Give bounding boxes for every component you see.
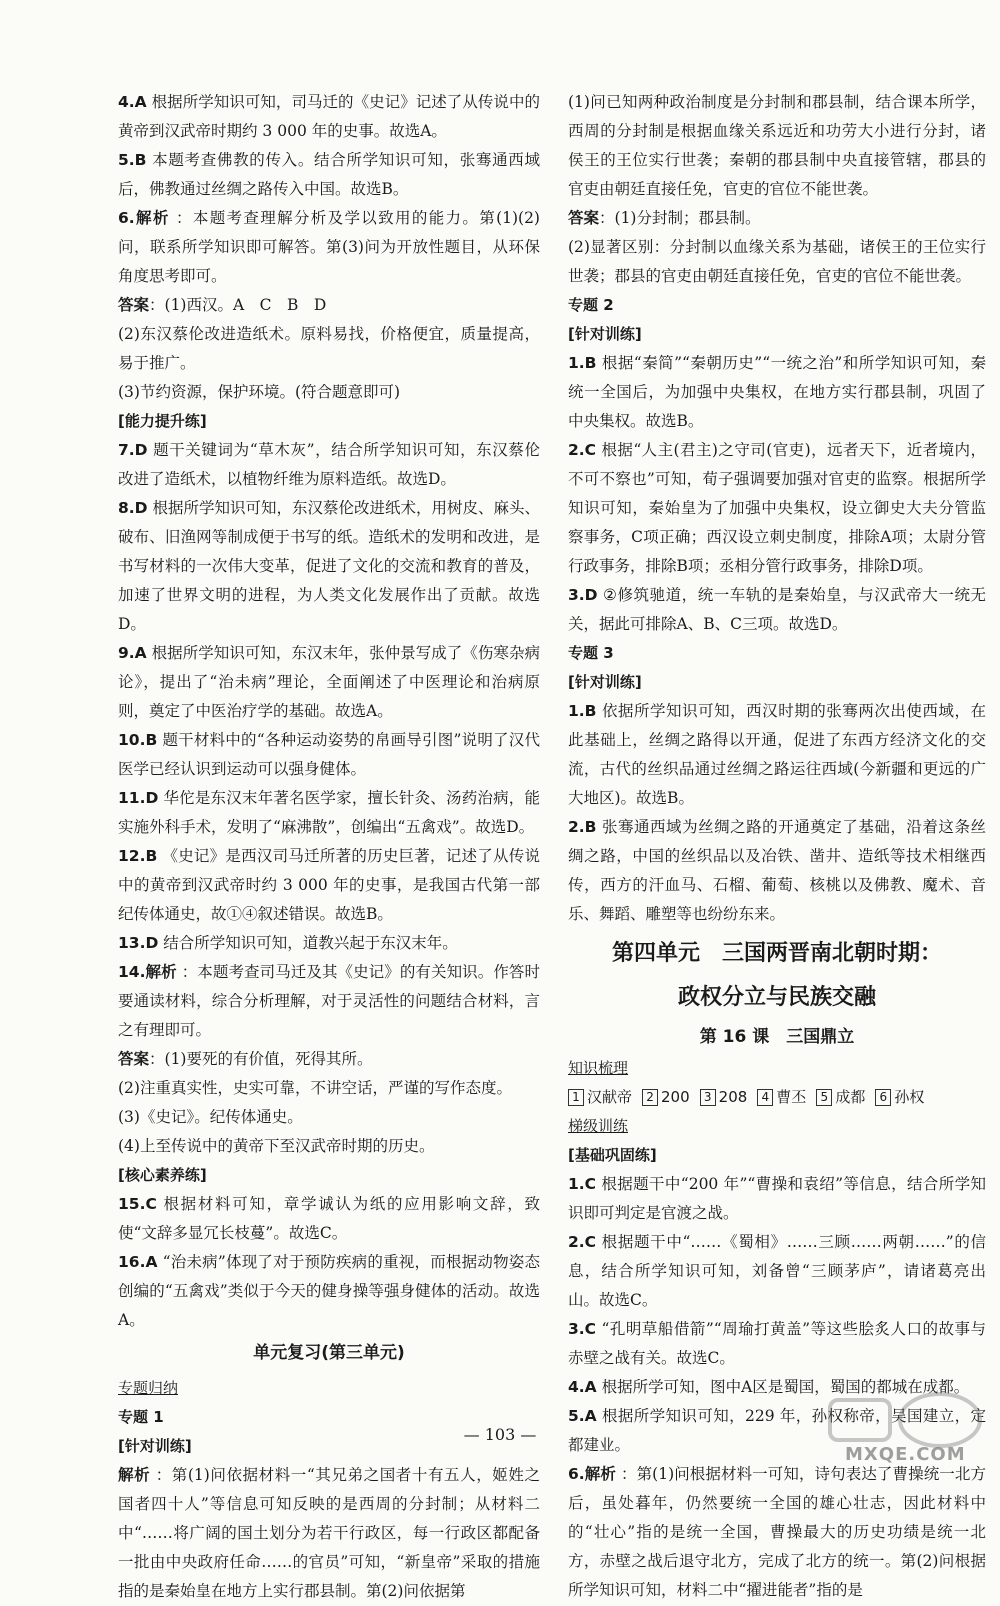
answer-item [568, 813, 986, 929]
item-number: 13.D [118, 934, 159, 952]
answer-item [568, 581, 986, 639]
answer-block [118, 1045, 540, 1074]
answer-text: ：(1)西汉。A C B D [149, 296, 327, 314]
section-tag: [基础巩固练] [568, 1146, 657, 1164]
section-tag: [核心素养练] [118, 1166, 207, 1184]
item-number: 1.B [568, 354, 597, 372]
answer-box-text: 曹丕 [776, 1088, 807, 1106]
answer-item [568, 1315, 986, 1373]
review-title: 单元复习(第三单元) [253, 1343, 405, 1363]
knowledge-answer [816, 1088, 865, 1106]
section-tag: [针对训练] [118, 1437, 192, 1455]
item-text: 《史记》是西汉司马迁所著的历史巨著，记述了从传说中的黄帝到汉武帝时约 3 000 年的史事，是我国古代第一部纪传体通史，故①④叙述错误。故选B。 [118, 847, 540, 923]
answer-label: 答案 [118, 1050, 150, 1068]
right-column [568, 88, 986, 1605]
answer-item [568, 436, 986, 581]
item-text: 根据题干中“……《蜀相》……三顾……两朝……”的信息，结合所学知识可知，刘备曾“三顾茅庐”，请诸葛亮出山。故选C。 [568, 1233, 986, 1309]
answer-box-text: 200 [661, 1088, 690, 1106]
item-text: 张骞通西域为丝绸之路的开通奠定了基础，沿着这条丝绸之路，中国的丝织品以及冶铁、凿井、造纸等技术相继西传，西方的汗血马、石榴、葡萄、核桃以及佛教、魔术、音乐、舞蹈、雕塑等也纷纷东来。 [568, 818, 986, 923]
answer-box-text: 汉献帝 [587, 1088, 633, 1106]
item-number: 10.B [118, 731, 158, 749]
answer-box-number: 6 [875, 1089, 891, 1106]
item-text: ②修筑驰道，统一车轨的是秦始皇，与汉武帝大一统无关，据此可排除A、B、C三项。故选D。 [568, 586, 986, 633]
text-line: (2)显著区别：分封制以血缘关系为基础，诸侯王的王位实行世袭；郡县的官吏由朝廷直接任免，官吏的官位不能世袭。 [568, 238, 986, 285]
underlined-heading [568, 1112, 986, 1141]
section-tag: [能力提升练] [118, 412, 207, 430]
underlined-heading-text: 知识梳理 [568, 1059, 629, 1077]
answer-item [568, 1170, 986, 1228]
answer-item [118, 146, 540, 204]
knowledge-answer [642, 1088, 690, 1106]
item-text: 根据“人主(君主)之守司(官吏)，远者天下，近者境内，不可不察也”可知，荀子强调要加强对官吏的监察。根据所学知识可知，秦始皇为了加强中央集权，设立御史大夫分管监察事务，C项正确；西汉设立刺史制度，排除A项；太尉分管行政事务，排除B项；丞相分管行政事务，排除D项。 [568, 441, 986, 575]
item-text: 根据材料可知，章学诚认为纸的应用影响文辞，致使“文辞多显冗长枝蔓”。故选C。 [118, 1195, 540, 1242]
answer-item [118, 204, 540, 291]
item-text: 依据所学知识可知，西汉时期的张骞两次出使西域，在此基础上，丝绸之路得以开通，促进了东西方经济文化的交流，古代的丝织品通过丝绸之路运往西域(今新疆和更远的广大地区)。故选B。 [568, 702, 986, 807]
item-number: 6.解析 [118, 209, 170, 227]
answer-item [118, 958, 540, 1045]
item-text: 根据所学知识可知，229 年，孙权称帝，吴国建立，定都建业。 [568, 1407, 987, 1454]
item-number: 3.D [568, 586, 598, 604]
item-number: 15.C [118, 1195, 157, 1213]
item-number: 1.B [568, 702, 597, 720]
left-column [118, 88, 540, 1606]
answer-box-number: 2 [642, 1089, 658, 1106]
answer-item [118, 842, 540, 929]
item-text: 题干关键词为“草木灰”，结合所学知识可知，东汉蔡伦改进了造纸术，以植物纤维为原料造纸。故选D。 [118, 441, 540, 488]
item-text: 根据“秦简”“秦朝历史”“一统之治”和所学知识可知，秦统一全国后，为加强中央集权，在地方实行郡县制，巩固了中央集权。故选B。 [568, 354, 986, 430]
item-number: 2.C [568, 1233, 597, 1251]
item-number: 12.B [118, 847, 158, 865]
answer-label: 答案 [118, 296, 150, 314]
item-text: ：本题考查司马迁及其《史记》的有关知识。作答时要通读材料，综合分析理解，对于灵活性的问题结合材料，言之有理即可。 [118, 963, 540, 1039]
answer-item [568, 697, 986, 813]
page-number: — 103 — [463, 1425, 537, 1444]
text-line: (2)东汉蔡伦改进造纸术。原料易找，价格便宜，质量提高，易于推广。 [118, 325, 540, 372]
answer-box-number: 5 [816, 1089, 832, 1106]
knowledge-answer [757, 1088, 806, 1106]
item-number: 2.C [568, 441, 597, 459]
item-number: 5.B [118, 151, 147, 169]
text-line: (4)上至传说中的黄帝下至汉武帝时期的历史。 [118, 1137, 435, 1155]
item-text: ：本题考查理解分析及学以致用的能力。第(1)(2)问，联系所学知识即可解答。第(3)问为开放性题目，从环保角度思考即可。 [118, 209, 540, 285]
item-text: “孔明草船借箭”“周瑜打黄盖”等这些脍炙人口的故事与赤壁之战有关。故选C。 [568, 1320, 986, 1367]
item-text: 根据所学可知，图中A区是蜀国，蜀国的都城在成都。 [601, 1378, 970, 1396]
underlined-heading-text: 专题归纳 [118, 1379, 179, 1397]
knowledge-answer [568, 1088, 632, 1106]
answer-box-number: 4 [757, 1089, 773, 1106]
item-text: “治未病”体现了对于预防疾病的重视，而根据动物姿态创编的“五禽戏”类似于今天的健身操等强身健体的活动。故选A。 [118, 1253, 540, 1329]
item-number: 8.D [118, 499, 148, 517]
topic-heading: 专题 3 [568, 644, 614, 662]
knowledge-answer [700, 1088, 748, 1106]
section-tag: [针对训练] [568, 673, 642, 691]
answer-block [568, 204, 986, 233]
answer-item [568, 1228, 986, 1315]
item-number: 解析 [118, 1466, 151, 1484]
topic-heading: 专题 1 [118, 1408, 164, 1426]
item-number: 3.C [568, 1320, 597, 1338]
item-text: 题干材料中的“各种运动姿势的帛画导引图”说明了汉代医学已经认识到运动可以强身健体。 [118, 731, 540, 778]
answer-item [118, 1190, 540, 1248]
item-text: 根据所学知识可知，东汉末年，张仲景写成了《伤寒杂病论》，提出了“治未病”理论，全面阐述了中医理论和治病原则，奠定了中医治疗学的基础。故选A。 [118, 644, 540, 720]
answer-item [118, 1248, 540, 1335]
underlined-heading [118, 1374, 540, 1403]
text-line: (1)问已知两种政治制度是分封制和郡县制，结合课本所学，西周的分封制是根据血缘关系远近和功劳大小进行分封，诸侯王的王位实行世袭；秦朝的郡县制中央直接管辖，郡县的官吏由朝廷直接任免，官吏的官位不能世袭。 [568, 93, 986, 198]
item-number: 9.A [118, 644, 147, 662]
answer-box-number: 3 [700, 1089, 716, 1106]
item-number: 6.解析 [568, 1465, 616, 1483]
item-number: 5.A [568, 1407, 597, 1425]
item-number: 4.A [568, 1378, 597, 1396]
item-number: 1.C [568, 1175, 597, 1193]
item-number: 7.D [118, 441, 148, 459]
knowledge-answers [568, 1083, 986, 1112]
item-text: ：第(1)问依据材料一“其兄弟之国者十有五人，姬姓之国者四十人”等信息可知反映的是西周的分封制；从材料二中“……将广阔的国土划分为若干行政区，每一行政区都配备一批由中央政府任命……的官员”可知，“新皇帝”采取的措施指的是秦始皇在地方上实行郡县制。第(2)问依据第 [118, 1466, 540, 1600]
answer-item [118, 494, 540, 639]
answer-item [568, 1460, 986, 1605]
item-text: 根据所学知识可知，东汉蔡伦改进纸术，用树皮、麻头、破布、旧渔网等制成便于书写的纸。造纸术的发明和改进，是书写材料的一次伟大变革，促进了文化的交流和教育的普及，加速了世界文明的进程，为人类文化发展作出了贡献。故选D。 [118, 499, 540, 633]
topic-heading: 专题 2 [568, 296, 614, 314]
knowledge-answer [875, 1088, 924, 1106]
answer-item [118, 784, 540, 842]
item-text: 本题考查佛教的传入。结合所学知识可知，张骞通西域后，佛教通过丝绸之路传入中国。故选B。 [118, 151, 540, 198]
item-number: 16.A [118, 1253, 158, 1271]
answer-item [118, 639, 540, 726]
answer-text: ：(1)分封制；郡县制。 [599, 209, 761, 227]
text-line: (3)《史记》。纪传体通史。 [118, 1108, 303, 1126]
item-text: 结合所学知识可知，道教兴起于东汉末年。 [163, 934, 458, 952]
item-text: ：第(1)问根据材料一可知，诗句表达了曹操统一北方后，虽处暮年，仍然要统一全国的雄心壮志，因此材料中的“壮心”指的是统一全国，曹操最大的历史功绩是统一北方，赤壁之战后退守北方，完成了北方的统一。第(2)问根据所学知识可知，材料二中“擢进能者”指的是 [568, 1465, 986, 1599]
answer-item [118, 929, 540, 958]
answer-box-text: 208 [718, 1088, 748, 1106]
watermark-text: MXQE.COM [845, 1444, 966, 1465]
answer-text: ：(1)要死的有价值，死得其所。 [149, 1050, 373, 1068]
item-text: 根据所学知识可知，司马迁的《史记》记述了从传说中的黄帝到汉武帝时期约 3 000 年的史事。故选A。 [118, 93, 540, 140]
answer-item [118, 436, 540, 494]
text-line: (3)节约资源，保护环境。(符合题意即可) [118, 383, 401, 401]
section-tag: [针对训练] [568, 325, 642, 343]
item-number: 4.A [118, 93, 147, 111]
answer-box-text: 孙权 [894, 1088, 925, 1106]
answer-item [118, 726, 540, 784]
unit-title: 政权分立与民族交融 [677, 985, 876, 1010]
answer-block [118, 291, 540, 320]
lesson-title: 第 16 课 三国鼎立 [699, 1027, 855, 1047]
item-number: 11.D [118, 789, 159, 807]
answer-item [118, 1461, 540, 1606]
unit-title: 第四单元 三国两晋南北朝时期： [611, 941, 942, 966]
answer-box-text: 成都 [835, 1088, 866, 1106]
answer-box-number: 1 [568, 1089, 584, 1106]
item-text: 华佗是东汉末年著名医学家，擅长针灸、汤药治病，能实施外科手术，发明了“麻沸散”，创编出“五禽戏”。故选D。 [118, 789, 540, 836]
text-line: (2)注重真实性，史实可靠，不讲空话，严谨的写作态度。 [118, 1079, 512, 1097]
item-number: 2.B [568, 818, 597, 836]
answer-label: 答案 [568, 209, 600, 227]
item-number: 14.解析 [118, 963, 177, 981]
answer-item [118, 88, 540, 146]
answer-item [568, 349, 986, 436]
underlined-heading [568, 1054, 986, 1083]
underlined-heading-text: 梯级训练 [568, 1117, 629, 1135]
item-text: 根据题干中“200 年”“曹操和袁绍”等信息，结合所学知识即可判定是官渡之战。 [568, 1175, 986, 1222]
